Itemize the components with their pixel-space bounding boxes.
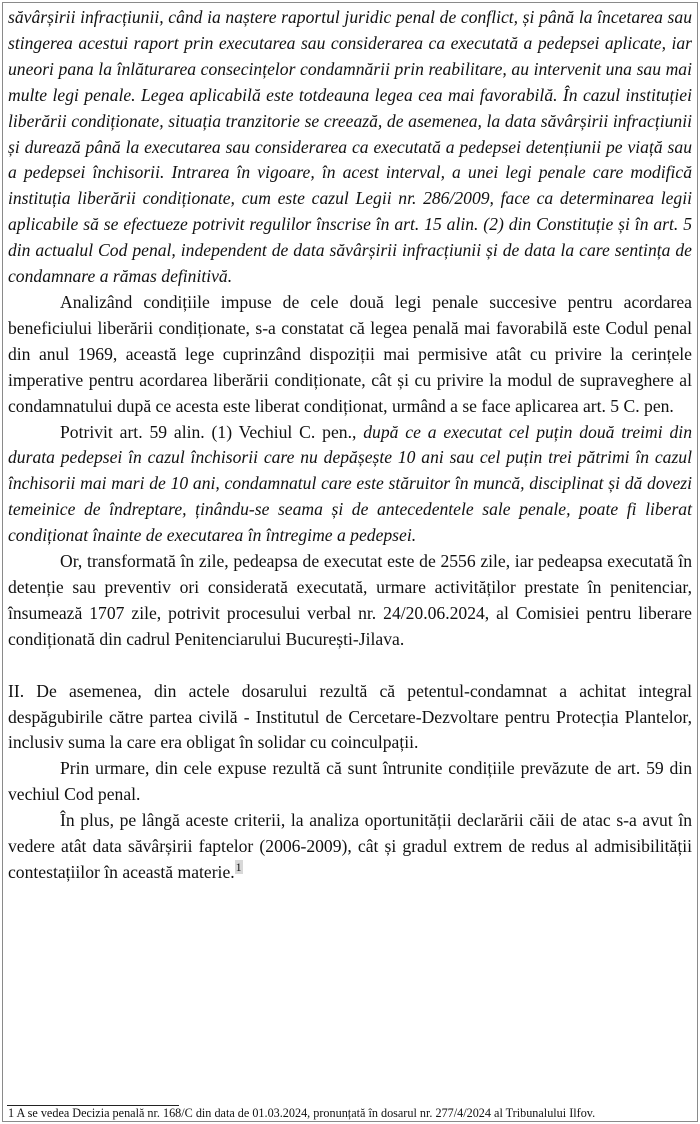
paragraph-opportunity-analysis [8,808,692,886]
paragraph-article-59 [8,420,692,550]
document-page [2,2,698,1122]
footnote-reference[interactable]: 1 [235,860,242,875]
article-citation: Potrivit art. 59 alin. (1) Vechiul C. pen., [60,421,364,442]
paragraph-spacer [8,653,692,679]
document-body [8,5,692,886]
paragraph-conditions-met: Prin urmare, din cele expuse rezultă că sunt întrunite condițiile prevăzute de art. 59 din vechiul Cod penal. [8,758,692,805]
paragraph-damages-paid: II. De asemenea, din actele dosarului rezultă că petentul-condamnat a achitat integral despăgubirile către partea civilă - Institutul de Cercetare-Dezvoltare pentru Protecția Plantelor, inclusiv suma la care era obligat în solidar cu coinculpații. [8,680,692,753]
paragraph-opportunity-text: În plus, pe lângă aceste criterii, la analiza oportunității declarării căii de atac s-a avut în vedere atât data săvârșirii faptelor (2006-2009), cât și gradul extrem de redus al admisibilității contestațiilor în această materie. [8,810,692,882]
paragraph-analysis: Analizând condițiile impuse de cele două legi penale succesive pentru acordarea beneficiului liberării condiționate, s-a constatat că legea penală mai favorabilă este Codul penal din anul 1969, această lege cuprinzând dispoziții mai permisive atât cu privire la cerințele imperative pentru acordarea liberării condiționate, cât și cu privire la modul de supraveghere al condamnatului după ce acesta este liberat condiționat, urmând a se face aplicarea art. 5 C. pen. [8,291,692,416]
paragraph-legal-principle: săvârșirii infracțiunii, când ia naștere raportul juridic penal de conflict, și până la încetarea sau stingerea acestui raport prin executarea sau considerarea ca executată a pedepsei aplicate, iar uneori pana la înlăturarea consecințelor condamnării prin reabilitare, au intervenit una sau mai multe legi penale. Legea aplicabilă este totdeauna legea cea mai favorabilă. În cazul instituției liberării condiționate, situația tranzitorie se creează, de asemenea, la data săvârșirii infracțiunii și durează până la executarea sau considerarea ca executată a pedepsei detențiunii pe viață sau a pedepsei închisorii. Intrarea în vigoare, în acest interval, a unei legi penale care modifică instituția liberării condiționate, cum este cazul Legii nr. 286/2009, face ca determinarea legii aplicabile să se efectueze potrivit regulilor înscrise în art. 15 alin. (2) din Constituție și în art. 5 din actualul Cod penal, independent de data săvârșirii infracțiunii și de data la care sentința de condamnare a rămas definitivă. [8,7,692,287]
footnote-text: 1 A se vedea Decizia penală nr. 168/C din data de 01.03.2024, pronunțată în dosarul nr. 277/4/2024 al Tribunalului Ilfov. [8,1106,596,1120]
paragraph-days-computation: Or, transformată în zile, pedeapsa de executat este de 2556 zile, iar pedeapsa executată în detenție sau preventiv ori considerată executată, urmare activităților prestate în penitenciar, însumează 1707 zile, potrivit procesului verbal nr. 24/20.06.2024, al Comisiei pentru liberare condiționată din cadrul Penitenciarului București-Jilava. [8,551,692,649]
article-quote: după ce a executat cel puțin două treimi din durata pedepsei în cazul închisorii care nu depășește 10 ani sau cel puțin trei pătrimi în cazul închisorii mai mari de 10 ani, condamnatul care este stăruitor în muncă, disciplinat și dă dovezi temeinice de îndreptare, ținându-se seama și de antecedentele sale penale, poate fi liberat condiționat înainte de executarea în întregime a pedepsei. [8,421,692,546]
